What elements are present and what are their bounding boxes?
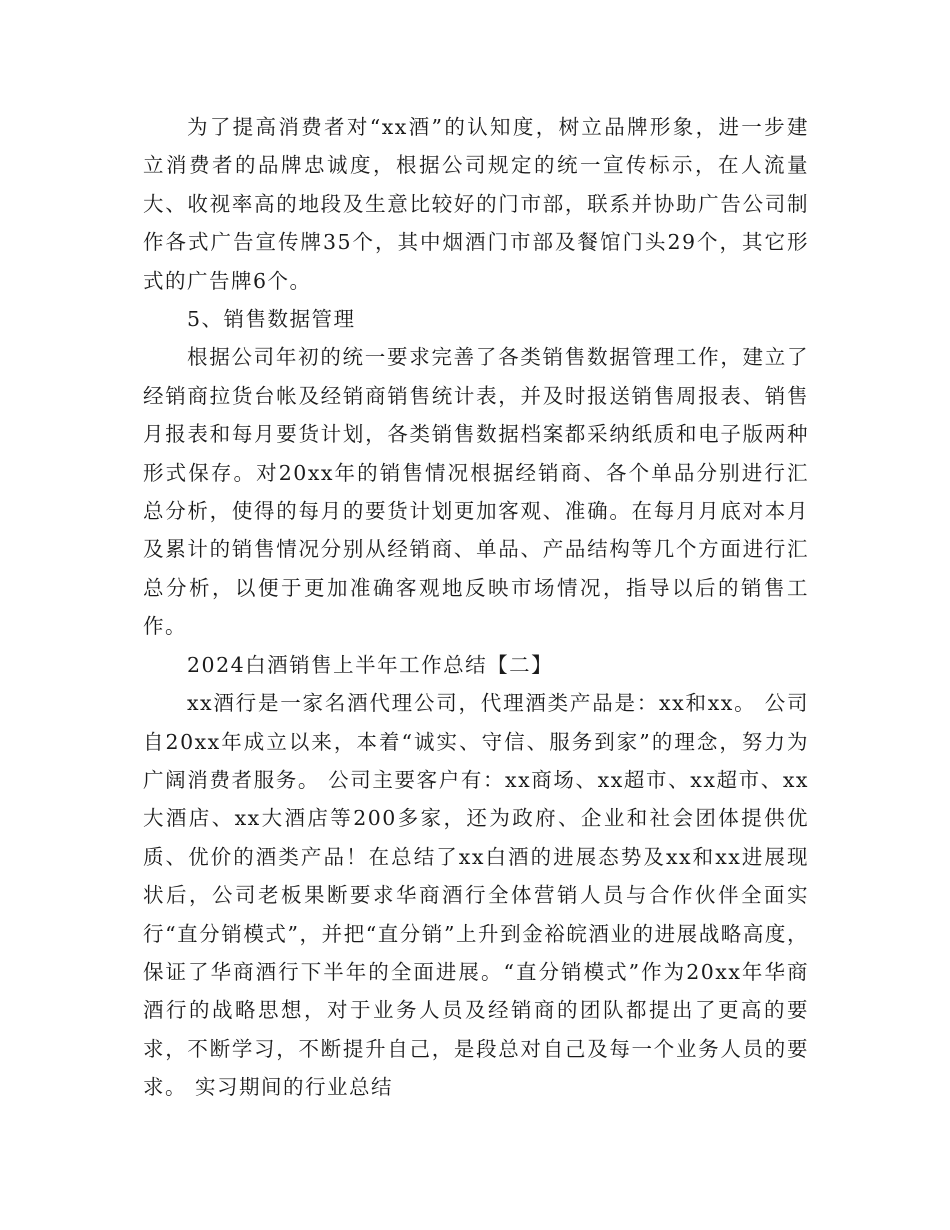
paragraph-company-overview: xx酒行是一家名酒代理公司，代理酒类产品是：xx和xx。 公司自20xx年成立以来，本着“诚实、守信、服务到家”的理念，努力为广阔消费者服务。 公司主要客户有：xx商场、xx超市、xx超市、xx大酒店、xx大酒店等200多家，还为政府、企业和社会团体提供优质、优价的酒类产品！在总结了xx白酒的进展态势及xx和xx进展现状后，公司老板果断要求华商酒行全体营销人员与合作伙伴全面实行“直分销模式”，并把“直分销”上升到金裕皖酒业的进展战略高度，保证了华商酒行下半年的全面进展。“直分销模式”作为20xx年华商酒行的战略思想，对于业务人员及经销商的团队都提出了更高的要求，不断学习，不断提升自己，是段总对自己及每一个业务人员的要求。 实习期间的行业总结 [143, 691, 809, 1100]
paragraph-brand-promotion: 为了提高消费者对“xx酒”的认知度，树立品牌形象，进一步建立消费者的品牌忠诚度，根据公司规定的统一宣传标示，在人流量大、收视率高的地段及生意比较好的门市部，联系并协助广告公司制作各式广告宣传牌35个，其中烟酒门市部及餐馆门头29个，其它形式的广告牌6个。 [143, 115, 809, 293]
section-heading-summary-two: 2024白酒销售上半年工作总结【二】 [187, 652, 554, 677]
section-heading-sales-data: 5、销售数据管理 [187, 307, 356, 332]
paragraph-sales-data-management: 根据公司年初的统一要求完善了各类销售数据管理工作，建立了经销商拉货台帐及经销商销售统计表，并及时报送销售周报表、销售月报表和每月要货计划，各类销售数据档案都采纳纸质和电子版两种形式保存。对20xx年的销售情况根据经销商、各个单品分别进行汇总分析，使得的每月的要货计划更加客观、准确。在每月月底对本月及累计的销售情况分别从经销商、单品、产品结构等几个方面进行汇总分析，以便于更加准确客观地反映市场情况，指导以后的销售工作。 [143, 345, 809, 639]
document-body [143, 108, 809, 1107]
